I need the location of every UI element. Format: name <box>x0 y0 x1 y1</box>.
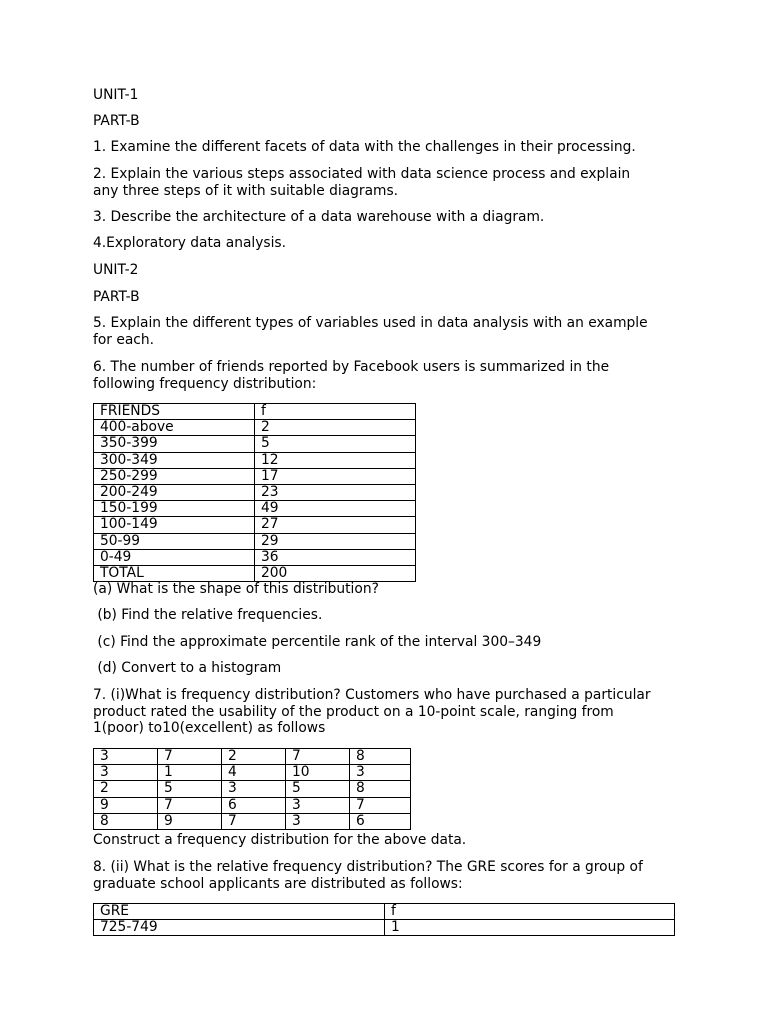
question-7-line3: 1(poor) to10(excellent) as follows <box>93 720 326 736</box>
table-cell: 2 <box>255 420 416 436</box>
table-header-cell: GRE <box>94 904 385 920</box>
table-cell: 12 <box>255 452 416 468</box>
table-cell: 400-above <box>94 420 255 436</box>
table-cell: 725-749 <box>94 920 385 936</box>
table-cell: TOTAL <box>94 565 255 581</box>
table-cell: 36 <box>255 549 416 565</box>
table-cell: 150-199 <box>94 501 255 517</box>
table-cell: 17 <box>255 468 416 484</box>
table-row <box>94 781 411 797</box>
table-cell: 7 <box>158 797 222 813</box>
table-cell: 5 <box>158 781 222 797</box>
table-row <box>94 797 411 813</box>
table-row <box>94 920 675 936</box>
unit1-part: PART-B <box>93 113 140 129</box>
question-5-line1: 5. Explain the different types of variables used in data analysis with an example <box>93 315 648 331</box>
table-row <box>94 517 416 533</box>
question-2-line1: 2. Explain the various steps associated with data science process and explain <box>93 166 631 182</box>
table-row <box>94 813 411 829</box>
table-cell: 27 <box>255 517 416 533</box>
table-cell: 3 <box>94 765 158 781</box>
question-5-line2: for each. <box>93 332 155 348</box>
table-cell: 250-299 <box>94 468 255 484</box>
question-8-line1: 8. (ii) What is the relative frequency distribution? The GRE scores for a group of <box>93 859 643 875</box>
table-row <box>94 436 416 452</box>
table-cell: 6 <box>222 797 286 813</box>
question-6-line2: following frequency distribution: <box>93 376 317 392</box>
table-row <box>94 765 411 781</box>
table-cell: 8 <box>350 749 411 765</box>
question-7-line2: product rated the usability of the product on a 10-point scale, ranging from <box>93 704 614 720</box>
table-cell: 6 <box>350 813 411 829</box>
table-row <box>94 565 416 581</box>
question-8-line2: graduate school applicants are distributed as follows: <box>93 876 463 892</box>
question-7-instruction: Construct a frequency distribution for the above data. <box>93 832 467 848</box>
table-header-cell: FRIENDS <box>94 404 255 420</box>
table-cell: 2 <box>222 749 286 765</box>
question-6d: (d) Convert to a histogram <box>93 660 282 676</box>
table-row <box>94 749 411 765</box>
table-cell: 29 <box>255 533 416 549</box>
question-6-line1: 6. The number of friends reported by Facebook users is summarized in the <box>93 359 610 375</box>
table-cell: 50-99 <box>94 533 255 549</box>
table-cell: 350-399 <box>94 436 255 452</box>
table-cell: 200-249 <box>94 484 255 500</box>
table-row <box>94 549 416 565</box>
table-header-row <box>94 904 675 920</box>
table-cell: 3 <box>286 813 350 829</box>
question-4: 4.Exploratory data analysis. <box>93 235 286 251</box>
table-cell: 5 <box>286 781 350 797</box>
table-cell: 23 <box>255 484 416 500</box>
table-cell: 200 <box>255 565 416 581</box>
table-cell: 7 <box>286 749 350 765</box>
table-row <box>94 452 416 468</box>
question-6a: (a) What is the shape of this distribution? <box>93 581 379 597</box>
table-header-cell: f <box>255 404 416 420</box>
table-cell: 3 <box>222 781 286 797</box>
table-row <box>94 501 416 517</box>
table-cell: 7 <box>222 813 286 829</box>
table-cell: 4 <box>222 765 286 781</box>
table-cell: 300-349 <box>94 452 255 468</box>
table-cell: 0-49 <box>94 549 255 565</box>
unit2-title: UNIT-2 <box>93 262 139 278</box>
table-cell: 2 <box>94 781 158 797</box>
gre-table <box>93 903 675 936</box>
table-row <box>94 533 416 549</box>
question-6b: (b) Find the relative frequencies. <box>93 607 323 623</box>
table-cell: 1 <box>158 765 222 781</box>
question-2-line2: any three steps of it with suitable diagrams. <box>93 183 399 199</box>
table-cell: 8 <box>350 781 411 797</box>
table-row <box>94 420 416 436</box>
unit1-title: UNIT-1 <box>93 87 139 103</box>
table-row <box>94 484 416 500</box>
question-1: 1. Examine the different facets of data with the challenges in their processing. <box>93 139 636 155</box>
question-7-line1: 7. (i)What is frequency distribution? Customers who have purchased a particular <box>93 687 651 703</box>
friends-frequency-table <box>93 403 416 582</box>
table-cell: 3 <box>94 749 158 765</box>
table-cell: 100-149 <box>94 517 255 533</box>
table-header-cell: f <box>385 904 675 920</box>
ratings-table <box>93 748 411 830</box>
table-cell: 5 <box>255 436 416 452</box>
table-cell: 7 <box>350 797 411 813</box>
table-cell: 3 <box>350 765 411 781</box>
question-3: 3. Describe the architecture of a data warehouse with a diagram. <box>93 209 545 225</box>
table-cell: 8 <box>94 813 158 829</box>
table-cell: 9 <box>94 797 158 813</box>
table-cell: 3 <box>286 797 350 813</box>
table-cell: 10 <box>286 765 350 781</box>
table-cell: 1 <box>385 920 675 936</box>
table-cell: 7 <box>158 749 222 765</box>
unit2-part: PART-B <box>93 289 140 305</box>
table-cell: 49 <box>255 501 416 517</box>
table-row <box>94 468 416 484</box>
question-6c: (c) Find the approximate percentile rank of the interval 300–349 <box>93 634 542 650</box>
table-header-row <box>94 404 416 420</box>
table-cell: 9 <box>158 813 222 829</box>
